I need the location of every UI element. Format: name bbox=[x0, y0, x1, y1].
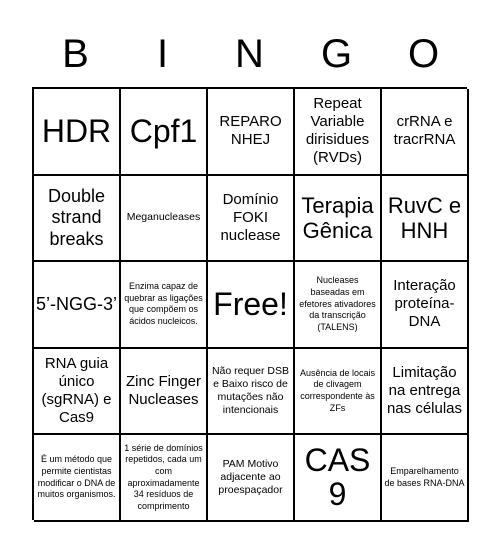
bingo-cell[interactable]: Limitação na entrega nas células bbox=[382, 349, 469, 436]
bingo-cell[interactable]: 1 série de domínios repetidos, cada um com aproximadamente 34 resíduos de comprimento bbox=[121, 435, 208, 522]
bingo-cell[interactable]: Enzima capaz de quebrar as ligações que compõem os ácidos nucleicos. bbox=[121, 262, 208, 349]
bingo-cell[interactable]: Repeat Variable dirisidues (RVDs) bbox=[295, 89, 382, 176]
header-letter-n: N bbox=[235, 31, 264, 76]
bingo-board bbox=[32, 87, 467, 520]
bingo-cell[interactable]: RuvC e HNH bbox=[382, 176, 469, 263]
bingo-cell[interactable]: RNA guia único (sgRNA) e Cas9 bbox=[34, 349, 121, 436]
header-letter-b: B bbox=[62, 31, 89, 76]
bingo-cell[interactable]: REPARO NHEJ bbox=[208, 89, 295, 176]
bingo-cell[interactable]: É um método que permite cientistas modificar o DNA de muitos organismos. bbox=[34, 435, 121, 522]
bingo-cell[interactable]: HDR bbox=[34, 89, 121, 176]
header-letter-i: I bbox=[156, 31, 169, 76]
header-letter-g: G bbox=[320, 31, 353, 76]
bingo-cell[interactable]: Nucleases baseadas em efetores ativadores da transcrição (TALENS) bbox=[295, 262, 382, 349]
bingo-cell[interactable]: Zinc Finger Nucleases bbox=[121, 349, 208, 436]
bingo-cell[interactable]: Ausência de locais de clivagem correspondente às ZFs bbox=[295, 349, 382, 436]
free-cell[interactable]: Free! bbox=[208, 262, 295, 349]
bingo-cell[interactable]: 5’-NGG-3’ bbox=[34, 262, 121, 349]
bingo-cell[interactable]: Interação proteína-DNA bbox=[382, 262, 469, 349]
bingo-cell[interactable]: CAS9 bbox=[295, 435, 382, 522]
bingo-cell[interactable]: Emparelhamento de bases RNA-DNA bbox=[382, 435, 469, 522]
bingo-header bbox=[32, 24, 467, 84]
header-letter-o: O bbox=[407, 31, 440, 76]
bingo-cell[interactable]: crRNA e tracrRNA bbox=[382, 89, 469, 176]
bingo-cell[interactable]: Double strand breaks bbox=[34, 176, 121, 263]
bingo-cell[interactable]: Domínio FOKI nuclease bbox=[208, 176, 295, 263]
bingo-cell[interactable]: Não requer DSB e Baixo risco de mutações não intencionais bbox=[208, 349, 295, 436]
bingo-cell[interactable]: Meganucleases bbox=[121, 176, 208, 263]
bingo-cell[interactable]: PAM Motivo adjacente ao proespaçador bbox=[208, 435, 295, 522]
bingo-cell[interactable]: Cpf1 bbox=[121, 89, 208, 176]
bingo-cell[interactable]: Terapia Gênica bbox=[295, 176, 382, 263]
